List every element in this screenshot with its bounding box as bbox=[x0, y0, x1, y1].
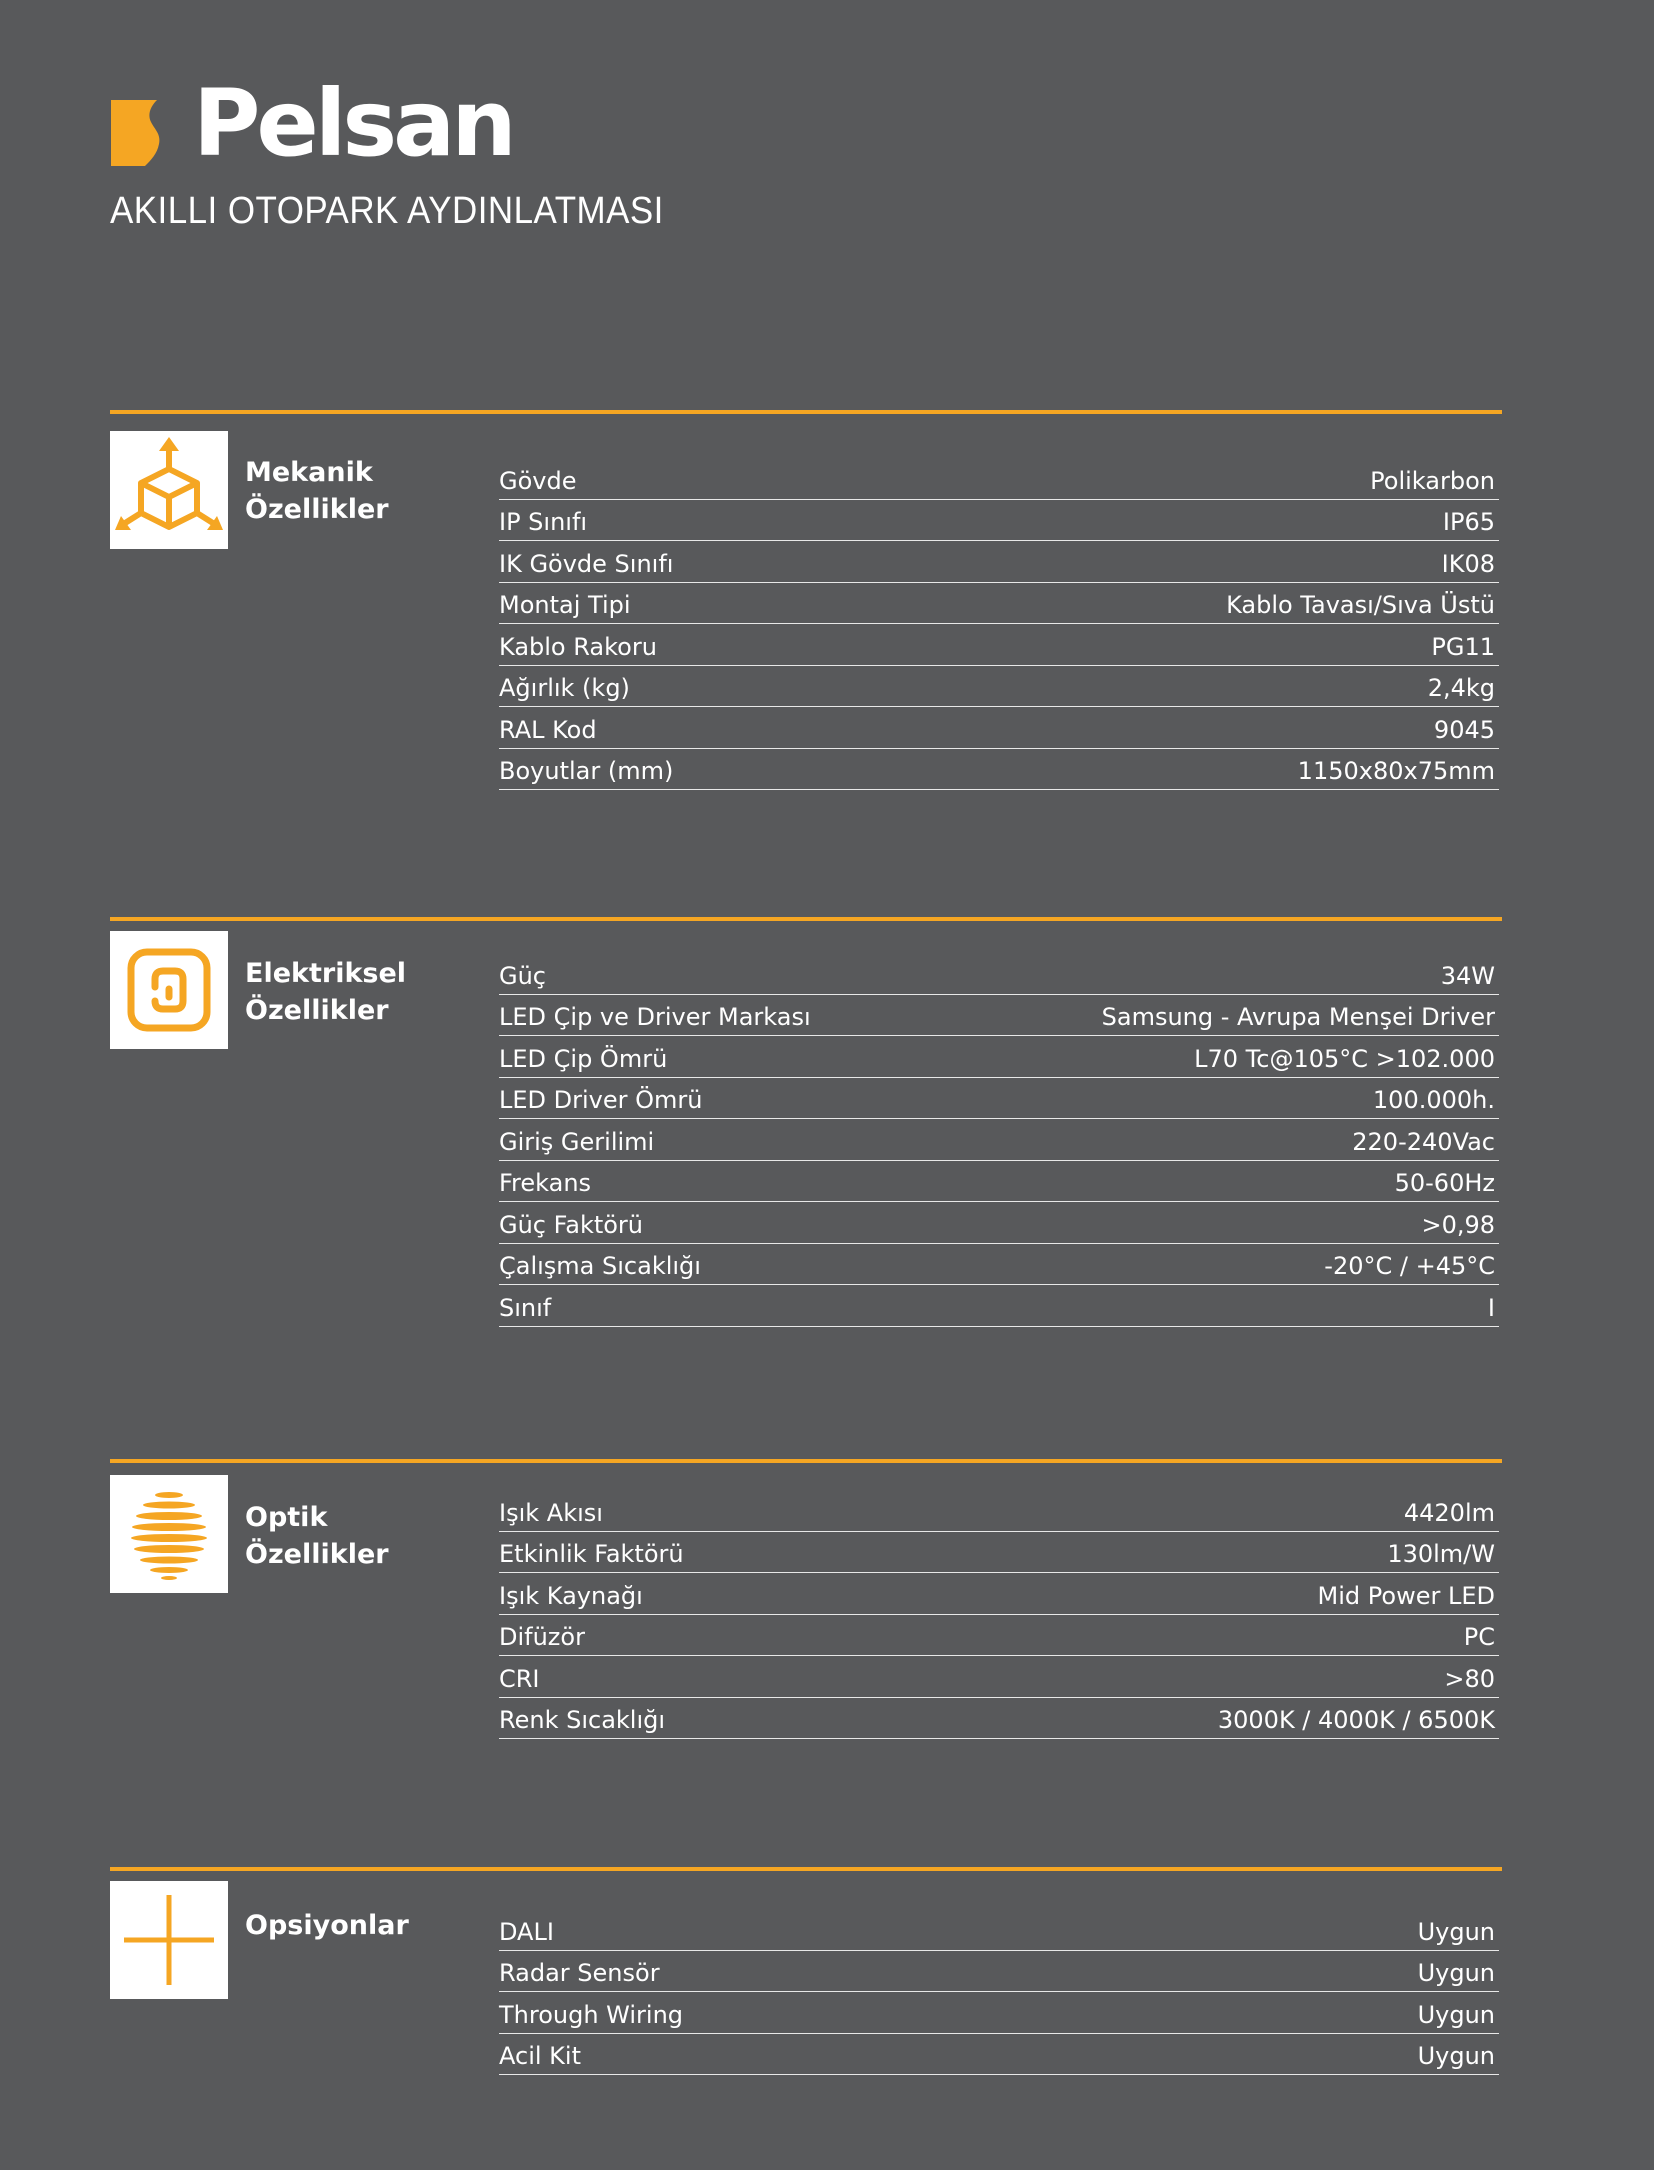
table-row bbox=[499, 1490, 1499, 1532]
section-divider bbox=[110, 1867, 1502, 1871]
spec-label: Renk Sıcaklığı bbox=[499, 1706, 666, 1734]
spec-label: IK Gövde Sınıfı bbox=[499, 549, 674, 578]
section-title bbox=[245, 1499, 389, 1573]
spec-label: Radar Sensör bbox=[499, 1959, 660, 1987]
spec-value: >0,98 bbox=[1421, 1210, 1495, 1239]
section-divider bbox=[110, 917, 1502, 921]
table-row bbox=[499, 1244, 1499, 1286]
spec-value: Mid Power LED bbox=[1317, 1581, 1495, 1610]
table-row bbox=[499, 953, 1499, 995]
spec-label: Frekans bbox=[499, 1169, 592, 1197]
spec-value: PC bbox=[1463, 1623, 1495, 1651]
table-row bbox=[499, 1573, 1499, 1615]
plus-icon bbox=[110, 1881, 228, 1999]
table-row bbox=[499, 666, 1499, 708]
spec-label: Çalışma Sıcaklığı bbox=[499, 1252, 701, 1280]
section-divider bbox=[110, 1459, 1502, 1463]
spec-value: Uygun bbox=[1417, 2042, 1495, 2070]
spec-value: 100.000h. bbox=[1372, 1086, 1495, 1114]
spec-value: -20°C / +45°C bbox=[1324, 1252, 1495, 1280]
spec-table bbox=[499, 458, 1499, 790]
spec-label: Boyutlar (mm) bbox=[499, 757, 674, 785]
spec-label: LED Çip Ömrü bbox=[499, 1044, 668, 1073]
table-row bbox=[499, 1285, 1499, 1327]
table-row bbox=[499, 500, 1499, 542]
brand-name: Pelsan bbox=[193, 70, 513, 177]
spec-label: DALI bbox=[499, 1917, 554, 1946]
section-title-line1: Opsiyonlar bbox=[245, 1910, 409, 1941]
spec-value: 3000K / 4000K / 6500K bbox=[1217, 1706, 1495, 1734]
spec-label: Etkinlik Faktörü bbox=[499, 1540, 684, 1568]
table-row bbox=[499, 1615, 1499, 1657]
spec-label: Acil Kit bbox=[499, 2042, 581, 2070]
spec-value: Uygun bbox=[1417, 1959, 1495, 1987]
striped-globe-icon bbox=[110, 1475, 228, 1593]
spec-label: Işık Akısı bbox=[499, 1498, 603, 1527]
spec-value: 50-60Hz bbox=[1394, 1169, 1495, 1197]
table-row bbox=[499, 1119, 1499, 1161]
section-divider bbox=[110, 410, 1502, 414]
spec-value: 4420lm bbox=[1403, 1498, 1495, 1527]
spec-value: 1150x80x75mm bbox=[1297, 757, 1495, 785]
spec-value: Samsung - Avrupa Menşei Driver bbox=[1101, 1003, 1495, 1031]
spec-value: 34W bbox=[1440, 961, 1495, 990]
spec-table bbox=[499, 953, 1499, 1327]
options-icon-box bbox=[110, 1881, 228, 1999]
spec-value: Uygun bbox=[1417, 2000, 1495, 2029]
circuit-spiral-icon bbox=[110, 931, 228, 1049]
spec-value: >80 bbox=[1444, 1664, 1495, 1693]
section-title-line2: Özellikler bbox=[245, 494, 389, 525]
spec-label: Kablo Rakoru bbox=[499, 632, 657, 661]
table-row bbox=[499, 1532, 1499, 1574]
table-row bbox=[499, 1036, 1499, 1078]
spec-value: IK08 bbox=[1441, 549, 1495, 578]
spec-label: Ağırlık (kg) bbox=[499, 674, 630, 702]
table-row bbox=[499, 1656, 1499, 1698]
table-row bbox=[499, 1161, 1499, 1203]
spec-label: Güç Faktörü bbox=[499, 1210, 644, 1239]
table-row bbox=[499, 2034, 1499, 2076]
spec-value: 2,4kg bbox=[1427, 674, 1495, 702]
spec-value: Kablo Tavası/Sıva Üstü bbox=[1226, 591, 1495, 619]
section-title-line2: Özellikler bbox=[245, 1539, 389, 1570]
spec-value: 130lm/W bbox=[1387, 1540, 1495, 1568]
spec-label: Işık Kaynağı bbox=[499, 1581, 643, 1610]
optical-icon-box bbox=[110, 1475, 228, 1593]
table-row bbox=[499, 541, 1499, 583]
spec-label: Gövde bbox=[499, 466, 577, 495]
table-row bbox=[499, 749, 1499, 791]
table-row bbox=[499, 1909, 1499, 1951]
table-row bbox=[499, 1078, 1499, 1120]
spec-label: IP Sınıfı bbox=[499, 508, 588, 536]
table-row bbox=[499, 1992, 1499, 2034]
spec-table bbox=[499, 1490, 1499, 1739]
spec-value: 9045 bbox=[1433, 715, 1495, 744]
mechanical-icon-box bbox=[110, 431, 228, 549]
electrical-icon-box bbox=[110, 931, 228, 1049]
table-row bbox=[499, 707, 1499, 749]
spec-value: Uygun bbox=[1417, 1917, 1495, 1946]
page-subtitle: AKILLI OTOPARK AYDINLATMASI bbox=[110, 190, 664, 232]
section-title bbox=[245, 955, 406, 1029]
spec-label: Through Wiring bbox=[499, 2000, 684, 2029]
spec-value: PG11 bbox=[1431, 632, 1495, 661]
spec-value: I bbox=[1487, 1293, 1495, 1322]
table-row bbox=[499, 1951, 1499, 1993]
section-title-line1: Elektriksel bbox=[245, 958, 407, 989]
table-row bbox=[499, 995, 1499, 1037]
spec-table bbox=[499, 1909, 1499, 2075]
table-row bbox=[499, 458, 1499, 500]
table-row bbox=[499, 583, 1499, 625]
spec-label: RAL Kod bbox=[499, 715, 597, 744]
spec-value: 220-240Vac bbox=[1352, 1127, 1495, 1156]
table-row bbox=[499, 1202, 1499, 1244]
spec-label: CRI bbox=[499, 1664, 540, 1693]
cube-axes-icon bbox=[110, 431, 228, 549]
table-row bbox=[499, 624, 1499, 666]
spec-label: LED Çip ve Driver Markası bbox=[499, 1003, 811, 1031]
section-title-line1: Optik bbox=[245, 1502, 328, 1533]
section-title bbox=[245, 454, 389, 528]
section-title bbox=[245, 1907, 409, 1944]
spec-label: Giriş Gerilimi bbox=[499, 1127, 655, 1156]
spec-value: IP65 bbox=[1442, 508, 1495, 536]
spec-label: Difüzör bbox=[499, 1623, 585, 1651]
spec-label: Sınıf bbox=[499, 1293, 552, 1322]
spec-label: Güç bbox=[499, 961, 547, 990]
spec-label: LED Driver Ömrü bbox=[499, 1086, 703, 1114]
spec-value: Polikarbon bbox=[1370, 466, 1495, 495]
table-row bbox=[499, 1698, 1499, 1740]
section-title-line1: Mekanik bbox=[245, 457, 373, 488]
spec-label: Montaj Tipi bbox=[499, 591, 631, 619]
section-title-line2: Özellikler bbox=[245, 995, 389, 1026]
spec-value: L70 Tc@105°C >102.000 bbox=[1194, 1044, 1495, 1073]
pelsan-logo-mark-icon bbox=[111, 100, 177, 166]
